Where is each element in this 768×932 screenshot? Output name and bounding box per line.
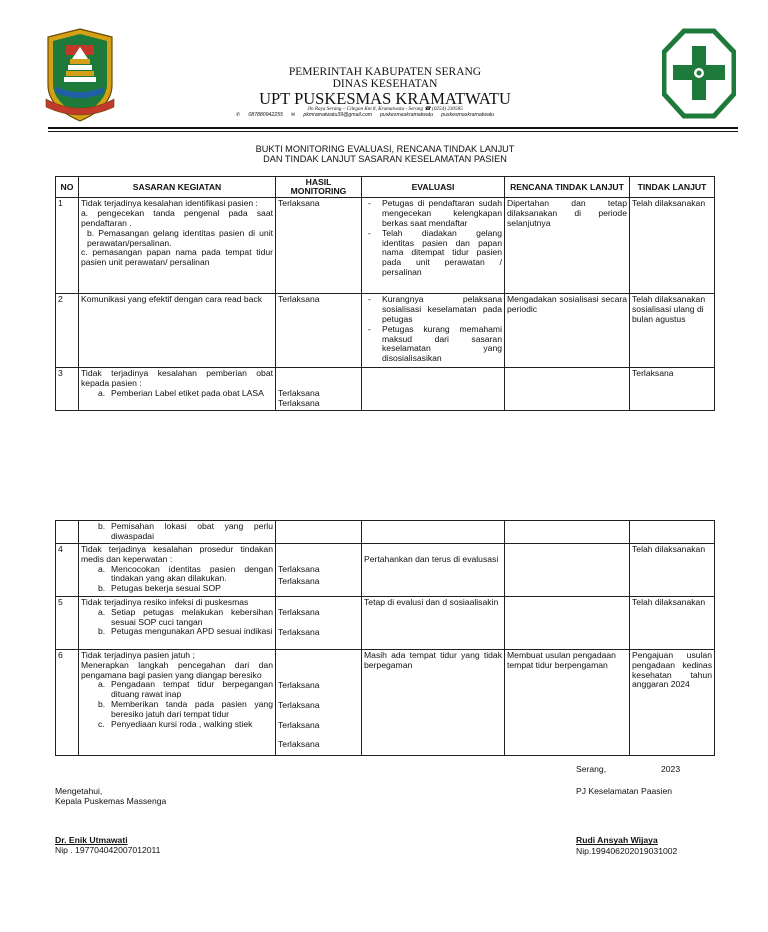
row-hasil <box>276 649 362 755</box>
letterhead-contacts <box>236 112 494 118</box>
row-rtl: Dipertahan dan tetap dilaksanakan di periode selanjutnya <box>505 198 630 294</box>
row-sasaran <box>79 368 276 411</box>
row-tindak-lanjut <box>630 521 715 544</box>
col-header-sasaran: SASARAN KEGIATAN <box>79 177 276 198</box>
letterhead-rule-thin <box>48 131 738 132</box>
sasaran-line: Tidak terjadinya pasien jatuh ; <box>81 649 195 660</box>
row-no: 6 <box>56 649 79 755</box>
row-evaluasi: Tetap di evalusi dan d sosiaalisakin <box>362 596 505 649</box>
row-evaluasi <box>362 521 505 544</box>
hasil-line: Terlaksana <box>278 739 320 750</box>
col-header-evaluasi: EVALUASI <box>362 177 505 198</box>
sasaran-line: c. pemasangan papan nama pada tempat tidur pasien unit perawatan/ persalinan <box>81 247 273 268</box>
col-header-hasil: HASIL MONITORING <box>276 177 362 198</box>
row-tindak-lanjut: Terlaksana <box>630 368 715 411</box>
row-tindak-lanjut: Pengajuan usulan pengadaan kedinas kesehatan tahun anggaran 2024 <box>630 649 715 755</box>
hasil-line: Terlaksana <box>278 397 320 408</box>
left-signatory-nip: Nip . 197704042007012011 <box>55 844 161 855</box>
table-row <box>56 294 715 368</box>
row-hasil <box>276 368 362 411</box>
row-no: 5 <box>56 596 79 649</box>
item-text: Setiap petugas melakukan kebersihan sesuai SOP cuci tangan <box>111 606 273 627</box>
col-header-tindak-lanjut: TINDAK LANJUT <box>630 177 715 198</box>
letterhead-line3: UPT PUSKESMAS KRAMATWATU <box>259 89 511 109</box>
monitoring-table-part2 <box>55 520 715 756</box>
table-header-row <box>56 177 715 198</box>
row-rtl: Membuat usulan pengadaan tempat tidur berpengaman <box>505 649 630 755</box>
table-row <box>56 543 715 596</box>
sasaran-subitem <box>98 583 273 594</box>
table-row <box>56 198 715 294</box>
row-hasil: Terlaksana <box>276 198 362 294</box>
row-tindak-lanjut: Telah dilaksanakan <box>630 198 715 294</box>
item-text: Penyediaan kursi roda , walking stiek <box>111 718 253 729</box>
row-sasaran <box>79 543 276 596</box>
sasaran-line: Tidak terjadinya kesalahan pemberian obat kepada pasien : <box>81 368 273 388</box>
row-tindak-lanjut: Telah dilaksanakan sosialisasi ulang di bulan agustus <box>630 294 715 368</box>
row-evaluasi <box>362 198 505 294</box>
row-sasaran <box>79 521 276 544</box>
puskesmas-logo <box>662 28 736 120</box>
letterhead-rule-thick <box>48 127 738 129</box>
hasil-line: Terlaksana <box>278 699 320 710</box>
table-row <box>56 521 715 544</box>
sasaran-line: b. Pemasangan gelang identitas pasien di unit perawatan/persalinan. <box>87 227 273 248</box>
signature-date <box>576 764 686 774</box>
sasaran-subitem <box>98 626 273 637</box>
letterhead-line1: PEMERINTAH KABUPATEN SERANG <box>288 66 482 78</box>
item-text: Memberikan tanda pada pasien yang beresiko jatuh dari tempat tidur <box>111 699 273 719</box>
right-label: PJ Keselamatan Paasien <box>576 786 673 796</box>
evaluasi-text: Pertahankan dan terus di evalusasi <box>364 553 499 564</box>
monitoring-table-part1 <box>55 176 715 411</box>
contact-social-2: puskesmaskramatwatu <box>441 112 495 118</box>
row-no: 2 <box>56 294 79 368</box>
row-evaluasi <box>362 368 505 411</box>
row-sasaran <box>79 198 276 294</box>
left-signatory-name: Dr. Enik Utmawati <box>55 834 128 845</box>
evaluasi-item: - Telah diadakan gelang identitas pasien dan papan nama ditempat tidur pasien pada unit perawatan / persalinan <box>382 229 502 278</box>
row-rtl <box>505 368 630 411</box>
item-marker: a. <box>98 387 106 398</box>
item-text: Petugas bekerja sesuai SOP <box>111 583 221 594</box>
item-text: Pengadaan tempat tidur berpegangan dituang rawat inap <box>111 679 273 700</box>
sasaran-subitem <box>98 521 273 542</box>
letterhead-address: Jln Raya Serang – Cilegon Km 8, Kramatwatu - Serang ☎ (0254) 230585 <box>307 106 463 113</box>
signature-left <box>55 786 305 855</box>
contact-social-1: puskesmaskramatwatu <box>380 112 434 118</box>
item-marker: b. <box>98 626 106 637</box>
row-sasaran: Komunikasi yang efektif dengan cara read back <box>79 294 276 368</box>
row-rtl <box>505 596 630 649</box>
sasaran-subitem <box>98 387 273 399</box>
table-row <box>56 649 715 755</box>
sasaran-subitem <box>98 699 273 720</box>
email-icon: ✉ <box>290 112 296 118</box>
title-line1: BUKTI MONITORING EVALUASI, RENCANA TINDAK LANJUT <box>255 144 515 154</box>
hasil-line: Terlaksana <box>278 575 320 586</box>
item-text: Petugas mengunakan APD sesuai indikasi <box>111 626 273 637</box>
row-hasil <box>276 543 362 596</box>
right-signatory-nip: Nip.199406202019031002 <box>576 845 678 856</box>
sasaran-line: Tidak terjadinya kesalahan identifikasi pasien : <box>81 198 258 208</box>
item-text: Pemisahan lokasi obat yang perlu diwaspadai <box>111 521 273 541</box>
hasil-line: Terlaksana <box>278 388 320 398</box>
item-marker: a. <box>98 679 106 690</box>
col-header-rtl: RENCANA TINDAK LANJUT <box>505 177 630 198</box>
row-sasaran <box>79 649 276 755</box>
signature-place: Serang, <box>576 764 607 774</box>
row-no <box>56 521 79 544</box>
sasaran-line: Menerapkan langkah pencegahan dari dan pengamana bagi pasien yang diangap beresiko <box>81 659 273 680</box>
item-marker: b. <box>98 583 106 594</box>
row-evaluasi <box>362 543 505 596</box>
sasaran-subitem <box>98 679 273 700</box>
item-text: Mencocokan identitas pasien dengan tindakan yang akan dilakukan. <box>111 563 273 584</box>
sasaran-line: Tidak terjadinya kesalahan prosedur tindakan medis dan keperwatan : <box>81 543 273 564</box>
letterhead-line2: DINAS KESEHATAN <box>332 78 438 91</box>
evaluasi-item: - Petugas kurang memahami maksud dari sasaran keselamatan yang disosialisasikan <box>382 325 502 365</box>
sasaran-subitem <box>98 606 273 628</box>
row-sasaran <box>79 596 276 649</box>
hasil-line: Terlaksana <box>278 719 320 730</box>
evaluasi-item: - Petugas di pendaftaran sudah mengecekan kelengkapan berkas saat mendaftar <box>382 199 502 229</box>
col-header-no: NO <box>56 177 79 198</box>
letterhead <box>200 66 570 113</box>
contact-email: pkmramatwatu39@gmail.com <box>303 112 373 118</box>
signature-year: 2023 <box>661 764 681 774</box>
row-hasil <box>276 521 362 544</box>
row-no: 3 <box>56 368 79 411</box>
sasaran-line: Tidak terjadinya resiko infeksi di puskesmas <box>81 596 249 607</box>
phone-icon: ✆ <box>236 112 241 118</box>
hasil-line: Terlaksana <box>278 563 320 574</box>
title-line2: DAN TINDAK LANJUT SASARAN KESELAMATAN PASIEN <box>263 154 507 165</box>
row-no: 1 <box>56 198 79 294</box>
item-text: Pemberian Label etiket pada obat LASA <box>111 387 264 398</box>
row-no: 4 <box>56 543 79 596</box>
hasil-line: Terlaksana <box>278 679 320 690</box>
signature-right <box>576 786 736 856</box>
hasil-line: Terlaksana <box>278 626 320 637</box>
table-row <box>56 368 715 411</box>
kabupaten-serang-logo <box>44 27 116 123</box>
evaluasi-item: - Kurangnya pelaksana sosialisasi keselamatan pada petugas <box>382 295 502 325</box>
item-marker: c. <box>98 718 105 729</box>
row-tindak-lanjut: Telah dilaksanakan <box>630 543 715 596</box>
item-marker: a. <box>98 606 106 617</box>
document-title <box>160 144 610 164</box>
row-rtl <box>505 543 630 596</box>
hasil-line: Terlaksana <box>278 606 320 617</box>
right-signatory-name: Rudi Ansyah Wijaya <box>576 835 658 846</box>
left-label-1: Mengetahui, <box>55 786 103 796</box>
row-hasil: Terlaksana <box>276 294 362 368</box>
sasaran-subitem <box>98 718 273 730</box>
item-marker: a. <box>98 563 106 574</box>
row-rtl <box>505 521 630 544</box>
row-tindak-lanjut: Telah dilaksanakan <box>630 596 715 649</box>
row-evaluasi: Masih ada tempat tidur yang tidak berpegaman <box>362 649 505 755</box>
left-label-2: Kepala Puskemas Massenga <box>55 796 167 807</box>
contact-phone: 087880942255 <box>248 112 283 118</box>
table-row <box>56 596 715 649</box>
item-marker: b. <box>98 699 106 710</box>
row-rtl: Mengadakan sosialisasi secara periodic <box>505 294 630 368</box>
sasaran-line: a. pengecekan tanda pengenal pada saat pendaftaran . <box>81 207 273 228</box>
row-hasil <box>276 596 362 649</box>
row-evaluasi <box>362 294 505 368</box>
item-marker: b. <box>98 521 106 531</box>
sasaran-subitem <box>98 563 273 585</box>
